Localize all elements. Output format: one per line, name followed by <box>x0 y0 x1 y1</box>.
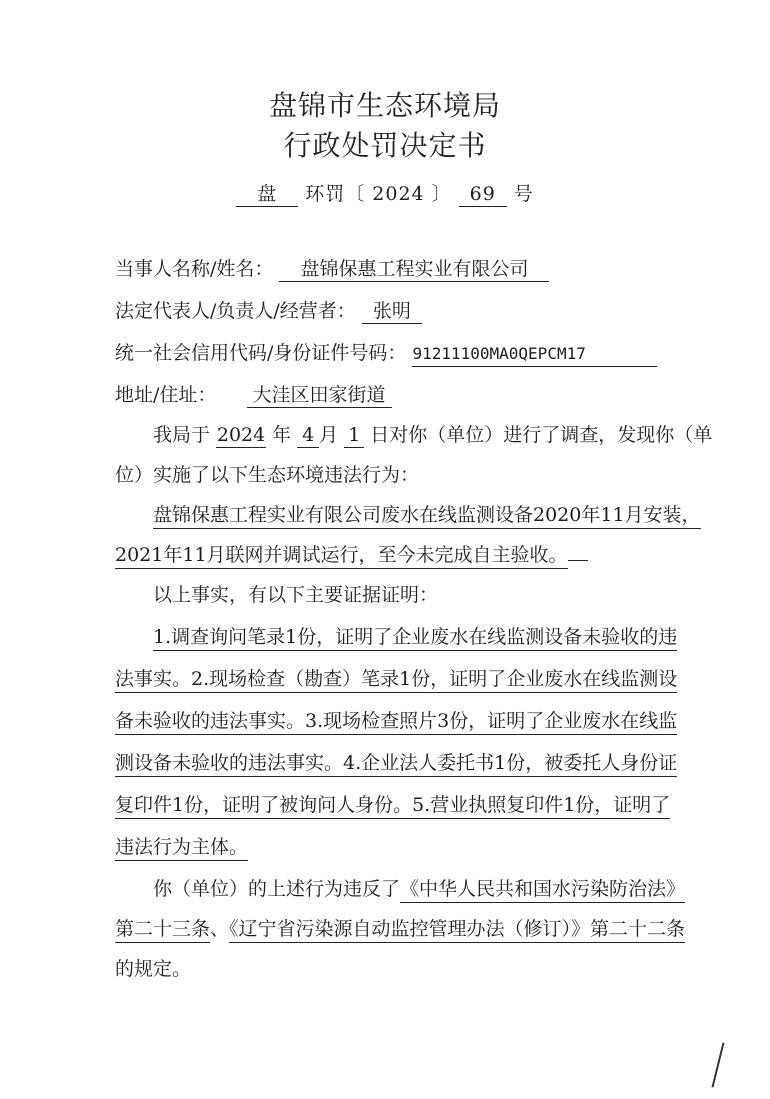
evidence-text-4: 测设备未验收的违法事实。4.企业法人委托书1份，被委托人身份证 <box>115 752 677 777</box>
evidence-line-6 <box>115 832 248 859</box>
investigation-text-d: 日对你（单位）进行了调查，发现你（单 <box>370 424 713 446</box>
doc-number-prefix: 盘 <box>236 182 298 207</box>
law-liaoning-monitoring: 《辽宁省污染源自动监控管理办法（修订）》 <box>229 918 590 943</box>
document-number <box>0 179 770 207</box>
article-separator: 、 <box>210 918 230 940</box>
credit-code-row <box>115 338 657 367</box>
evidence-text-3: 备未验收的违法事实。3.现场检查照片3份，证明了企业废水在线监 <box>115 710 677 735</box>
investigation-day: 1 <box>344 423 364 448</box>
evidence-line-5 <box>115 790 670 817</box>
agency-title: 盘锦市生态环境局 <box>268 89 501 122</box>
investigation-text-c: 月 <box>319 424 339 446</box>
violation-line-2 <box>115 540 588 567</box>
party-name-row <box>115 254 549 282</box>
investigation-text-a: 我局于 <box>153 424 211 446</box>
address-label: 地址/住址： <box>115 384 217 406</box>
party-name-value: 盘锦保惠工程实业有限公司 <box>279 257 549 282</box>
doc-number-value: 69 <box>459 182 507 207</box>
violation-text-2: 2021年11月联网并调试运行，至今未完成自主验收。 <box>115 544 568 569</box>
credit-code-label: 统一社会信用代码/身份证件号码： <box>115 342 407 364</box>
doc-number-middle: 环罚〔 2024 〕 <box>305 183 452 205</box>
article-23: 第二十三条 <box>115 918 210 943</box>
evidence-line-2 <box>115 664 677 691</box>
doc-number-suffix: 号 <box>513 183 534 205</box>
pen-mark <box>711 1042 724 1087</box>
legal-rep-row <box>115 296 422 324</box>
article-22: 第二十二条 <box>590 918 685 943</box>
evidence-text-5: 复印件1份，证明了被询问人身份。5.营业执照复印件1份，证明了 <box>115 794 670 819</box>
evidence-line-4 <box>115 748 677 775</box>
legal-basis-line-1 <box>153 874 685 901</box>
evidence-text-1: 1.调查询问笔录1份，证明了企业废水在线监测设备未验收的违 <box>153 626 677 651</box>
evidence-intro: 以上事实，有以下主要证据证明： <box>153 584 439 606</box>
address-value: 大洼区田家街道 <box>247 383 392 408</box>
document-type-title: 行政处罚决定书 <box>283 129 487 162</box>
evidence-text-2: 法事实。2.现场检查（勘查）笔录1份，证明了企业废水在线监测设 <box>115 668 677 693</box>
investigation-year: 2024 <box>216 424 266 446</box>
investigation-text-b: 年 <box>272 424 292 446</box>
investigation-month: 4 <box>297 423 319 448</box>
evidence-line-1 <box>153 622 677 649</box>
evidence-text-6: 违法行为主体。 <box>115 836 248 861</box>
address-row <box>115 380 392 408</box>
violation-line-1 <box>153 500 701 527</box>
legal-basis-text-a: 你（单位）的上述行为违反了 <box>153 878 401 900</box>
legal-basis-line-3: 的规定。 <box>115 958 192 980</box>
credit-code-value: 91211100MA0QEPCM17 <box>412 342 657 367</box>
legal-rep-label: 法定代表人/负责人/经营者： <box>115 300 356 322</box>
law-water-pollution: 《中华人民共和国水污染防治法》 <box>400 878 685 903</box>
party-name-label: 当事人名称/姓名： <box>115 258 274 280</box>
investigation-line-1 <box>153 420 712 448</box>
legal-rep-value: 张明 <box>362 299 422 324</box>
legal-basis-line-2 <box>115 914 685 941</box>
evidence-line-3 <box>115 706 677 733</box>
investigation-line-2: 位）实施了以下生态环境违法行为： <box>115 464 420 486</box>
violation-text-1: 盘锦保惠工程实业有限公司废水在线监测设备2020年11月安装， <box>153 504 701 529</box>
